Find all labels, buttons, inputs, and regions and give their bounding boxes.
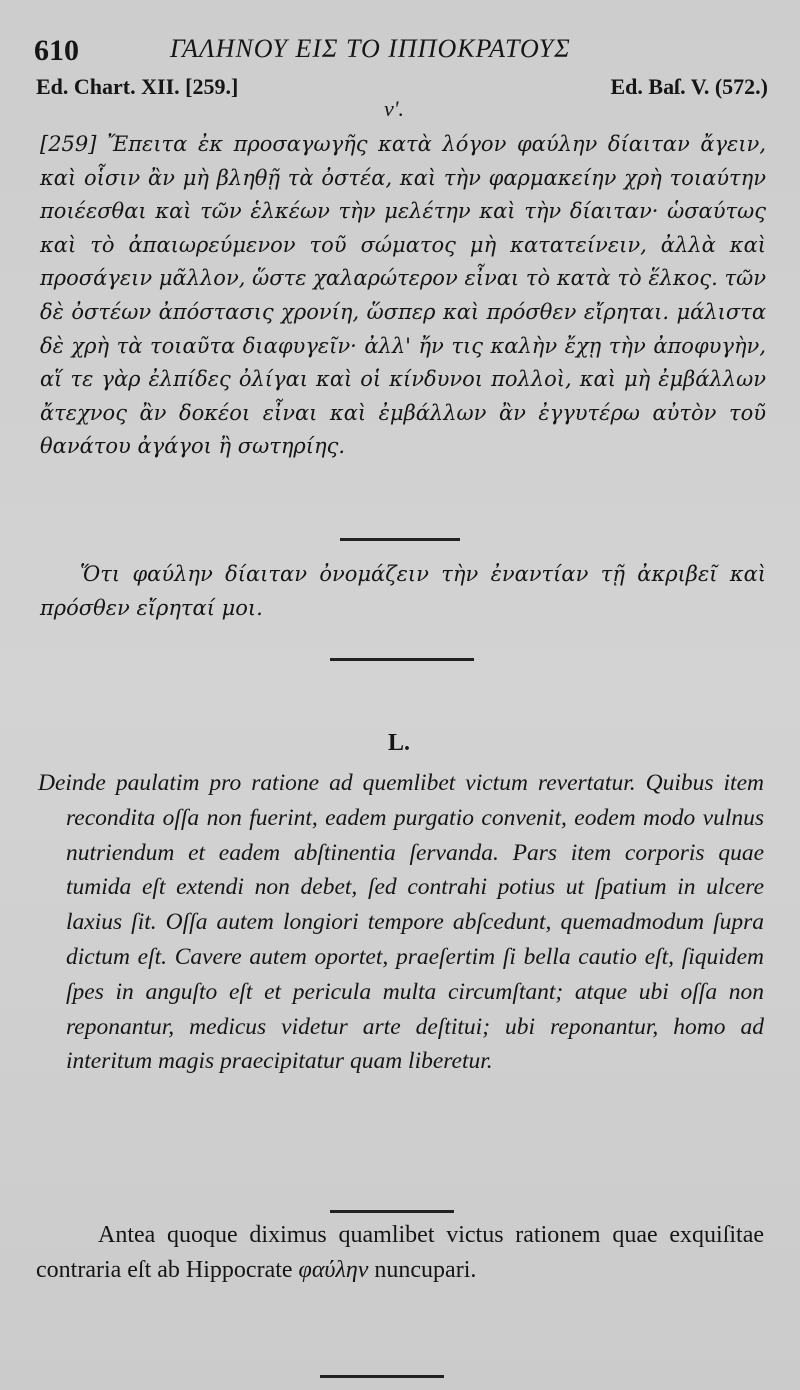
running-title: ΓΑΛΗΝΟΥ ΕΙΣ ΤΟ ΙΠΠΟΚΡΑΤΟΥΣ xyxy=(170,34,571,63)
divider-rule xyxy=(330,1210,454,1213)
greek-section-number: ν'. xyxy=(384,96,404,121)
divider-rule xyxy=(320,1375,444,1378)
edition-reference-left: Ed. Chart. XII. [259.] xyxy=(36,74,239,99)
divider-rule xyxy=(330,658,474,661)
greek-commentary-text: Ὅτι φαύλην δίαιταν ὀνομάζειν τὴν ἐναντίαν τῇ ἀκριβεῖ καὶ πρόσθεν εἴρηταί μοι. xyxy=(40,562,766,620)
divider-rule xyxy=(340,538,460,541)
latin-commentary-text-end: nuncupari. xyxy=(368,1256,477,1283)
latin-commentary-text: Antea quoque diximus quamlibet victus rationem quae exquiſitae contraria eſt ab Hippocrate xyxy=(36,1222,764,1283)
greek-aphorism-text: [259] Ἔπειτα ἐκ προσαγωγῆς κατὰ λόγον φαύλην δίαιταν ἄγειν, καὶ οἷσιν ἂν μὴ βληθῇ τὰ ὀστέα, καὶ τὴν φαρμακείην χρὴ τοιαύτην ποιέεσθαι καὶ τῶν ἑλκέων τὴν μελέτην καὶ τὴν δίαιταν· ὡσαύτως καὶ τὸ ἀπαιωρεύμενον τοῦ σώματος μὴ κατατείνειν, ἀλλὰ καὶ προσάγειν μᾶλλον, ὥστε χαλαρώτερον εἶναι τὸ κατὰ τὸ ἕλκος. τῶν δὲ ὀστέων ἀπόστασις χρονίη, ὥσπερ καὶ πρόσθεν εἴρηται. μάλιστα δὲ χρὴ τὰ τοιαῦτα διαφυγεῖν· ἀλλ' ἤν τις καλὴν ἔχῃ τὴν ἀποφυγὴν, αἵ τε γὰρ ἐλπίδες ὀλίγαι καὶ οἱ κίνδυνοι πολλοὶ, καὶ μὴ ἐμβάλλων ἄτεχνος ἂν δοκέοι εἶναι καὶ ἐμβάλλων ἂν ἐγγυτέρω αὐτὸν τοῦ θανάτου ἀγάγοι ἢ σωτηρίης. xyxy=(40,132,766,459)
latin-translation-text: Deinde paulatim pro ratione ad quemlibet victum revertatur. Quibus item recondita oſſa non fuerint, eadem purgatio convenit, eodem modo vulnus nutriendum et eadem abſtinentia ſervanda. Pars item corporis quae tumida eſt extendi non debet, ſed contrahi potius ut ſpatium in ulcere laxius ſit. Oſſa autem longiori tempore abſcedunt, quemadmodum ſupra dictum eſt. Cavere autem oportet, praeſertim ſi bella cautio eſt, ſiquidem ſpes in anguſto eſt et pericula multa circumſtant; atque ubi oſſa non reponantur, medicus videtur arte deſtitui; ubi reponantur, homo ad interitum magis praecipitatur quam liberetur. xyxy=(38,770,764,1075)
latin-commentary-paragraph xyxy=(36,1218,764,1287)
page-number: 610 xyxy=(34,34,79,67)
latin-section-number: L. xyxy=(388,730,411,756)
edition-reference-right: Ed. Baſ. V. (572.) xyxy=(610,74,768,99)
latin-commentary-greek-word: φαύλην xyxy=(298,1256,369,1283)
